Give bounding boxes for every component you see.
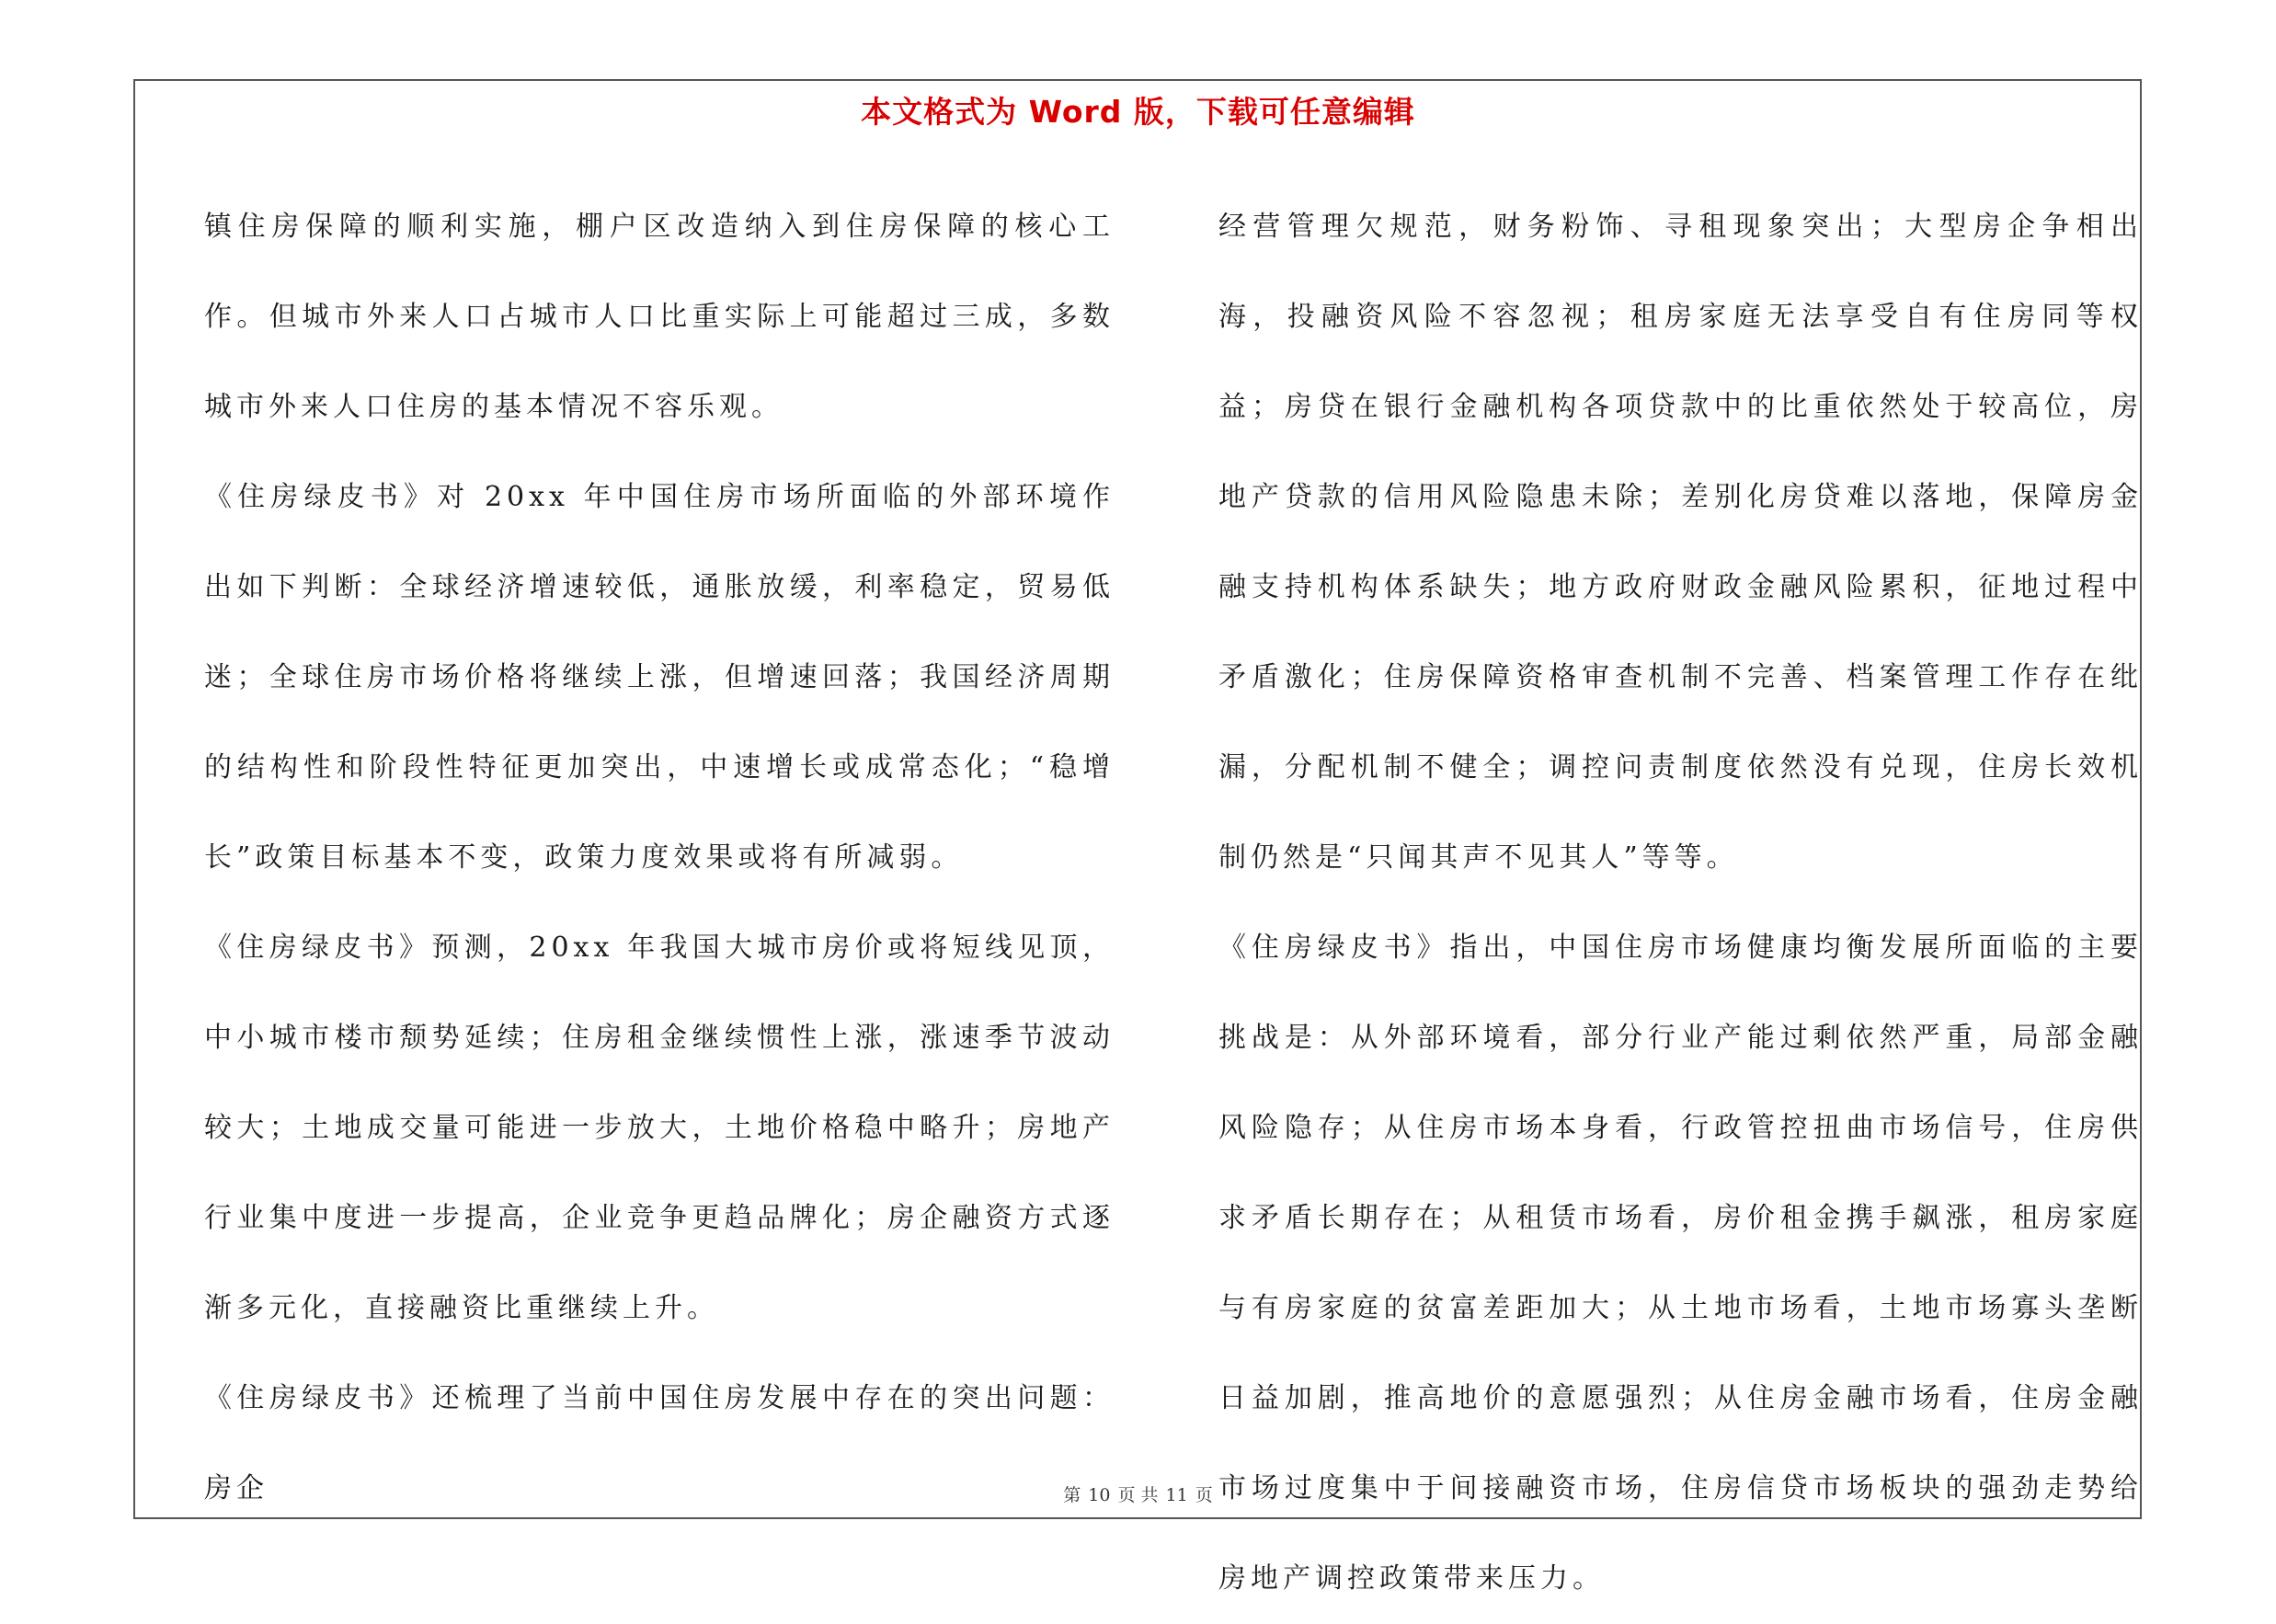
paragraph: 《住房绿皮书》对 20xx 年中国住房市场所面临的外部环境作出如下判断：全球经济增速较低，通胀放缓，利率稳定，贸易低迷；全球住房市场价格将继续上涨，但增速回落；我国经济周期的结构性和阶段性特征更加突出，中速增长或成常态化；“稳增长”政策目标基本不变，政策力度效果或将有所减弱。 bbox=[204, 481, 1115, 874]
word-format-banner: 本文格式为 Word 版，下载可任意编辑 bbox=[861, 94, 1415, 130]
footer-prefix: 第 bbox=[1063, 1485, 1081, 1505]
paragraph: 《住房绿皮书》还梳理了当前中国住房发展中存在的突出问题：房企 bbox=[204, 1382, 1115, 1504]
footer-suffix: 页 bbox=[1195, 1485, 1213, 1505]
left-column bbox=[204, 182, 1115, 1534]
page-footer bbox=[0, 1481, 2276, 1506]
right-column bbox=[1218, 182, 2143, 1624]
total-page-count: 11 bbox=[1165, 1485, 1188, 1505]
paragraph: 镇住房保障的顺利实施，棚户区改造纳入到住房保障的核心工作。但城市外来人口占城市人口比重实际上可能超过三成，多数城市外来人口住房的基本情况不容乐观。 bbox=[204, 211, 1115, 423]
paragraph: 《住房绿皮书》预测，20xx 年我国大城市房价或将短线见顶，中小城市楼市颓势延续；住房租金继续惯性上涨，涨速季节波动较大；土地成交量可能进一步放大，土地价格稳中略升；房地产行业集中度进一步提高，企业竞争更趋品牌化；房企融资方式逐渐多元化，直接融资比重继续上升。 bbox=[204, 932, 1115, 1324]
footer-middle: 页 共 bbox=[1117, 1485, 1159, 1505]
paragraph: 经营管理欠规范，财务粉饰、寻租现象突出；大型房企争相出海，投融资风险不容忽视；租房家庭无法享受自有住房同等权益；房贷在银行金融机构各项贷款中的比重依然处于较高位，房地产贷款的信用风险隐患未除；差别化房贷难以落地，保障房金融支持机构体系缺失；地方政府财政金融风险累积，征地过程中矛盾激化；住房保障资格审查机制不完善、档案管理工作存在纰漏，分配机制不健全；调控问责制度依然没有兑现，住房长效机制仍然是“只闻其声不见其人”等等。 bbox=[1218, 211, 2143, 874]
paragraph: 《住房绿皮书》指出，中国住房市场健康均衡发展所面临的主要挑战是：从外部环境看，部分行业产能过剩依然严重，局部金融风险隐存；从住房市场本身看，行政管控扭曲市场信号，住房供求矛盾长期存在；从租赁市场看，房价租金携手飙涨，租房家庭与有房家庭的贫富差距加大；从土地市场看，土地市场寡头垄断日益加剧，推高地价的意愿强烈；从住房金融市场看，住房金融市场过度集中于间接融资市场，住房信贷市场板块的强劲走势给房地产调控政策带来压力。 bbox=[1218, 932, 2143, 1595]
current-page-number: 10 bbox=[1088, 1485, 1111, 1505]
